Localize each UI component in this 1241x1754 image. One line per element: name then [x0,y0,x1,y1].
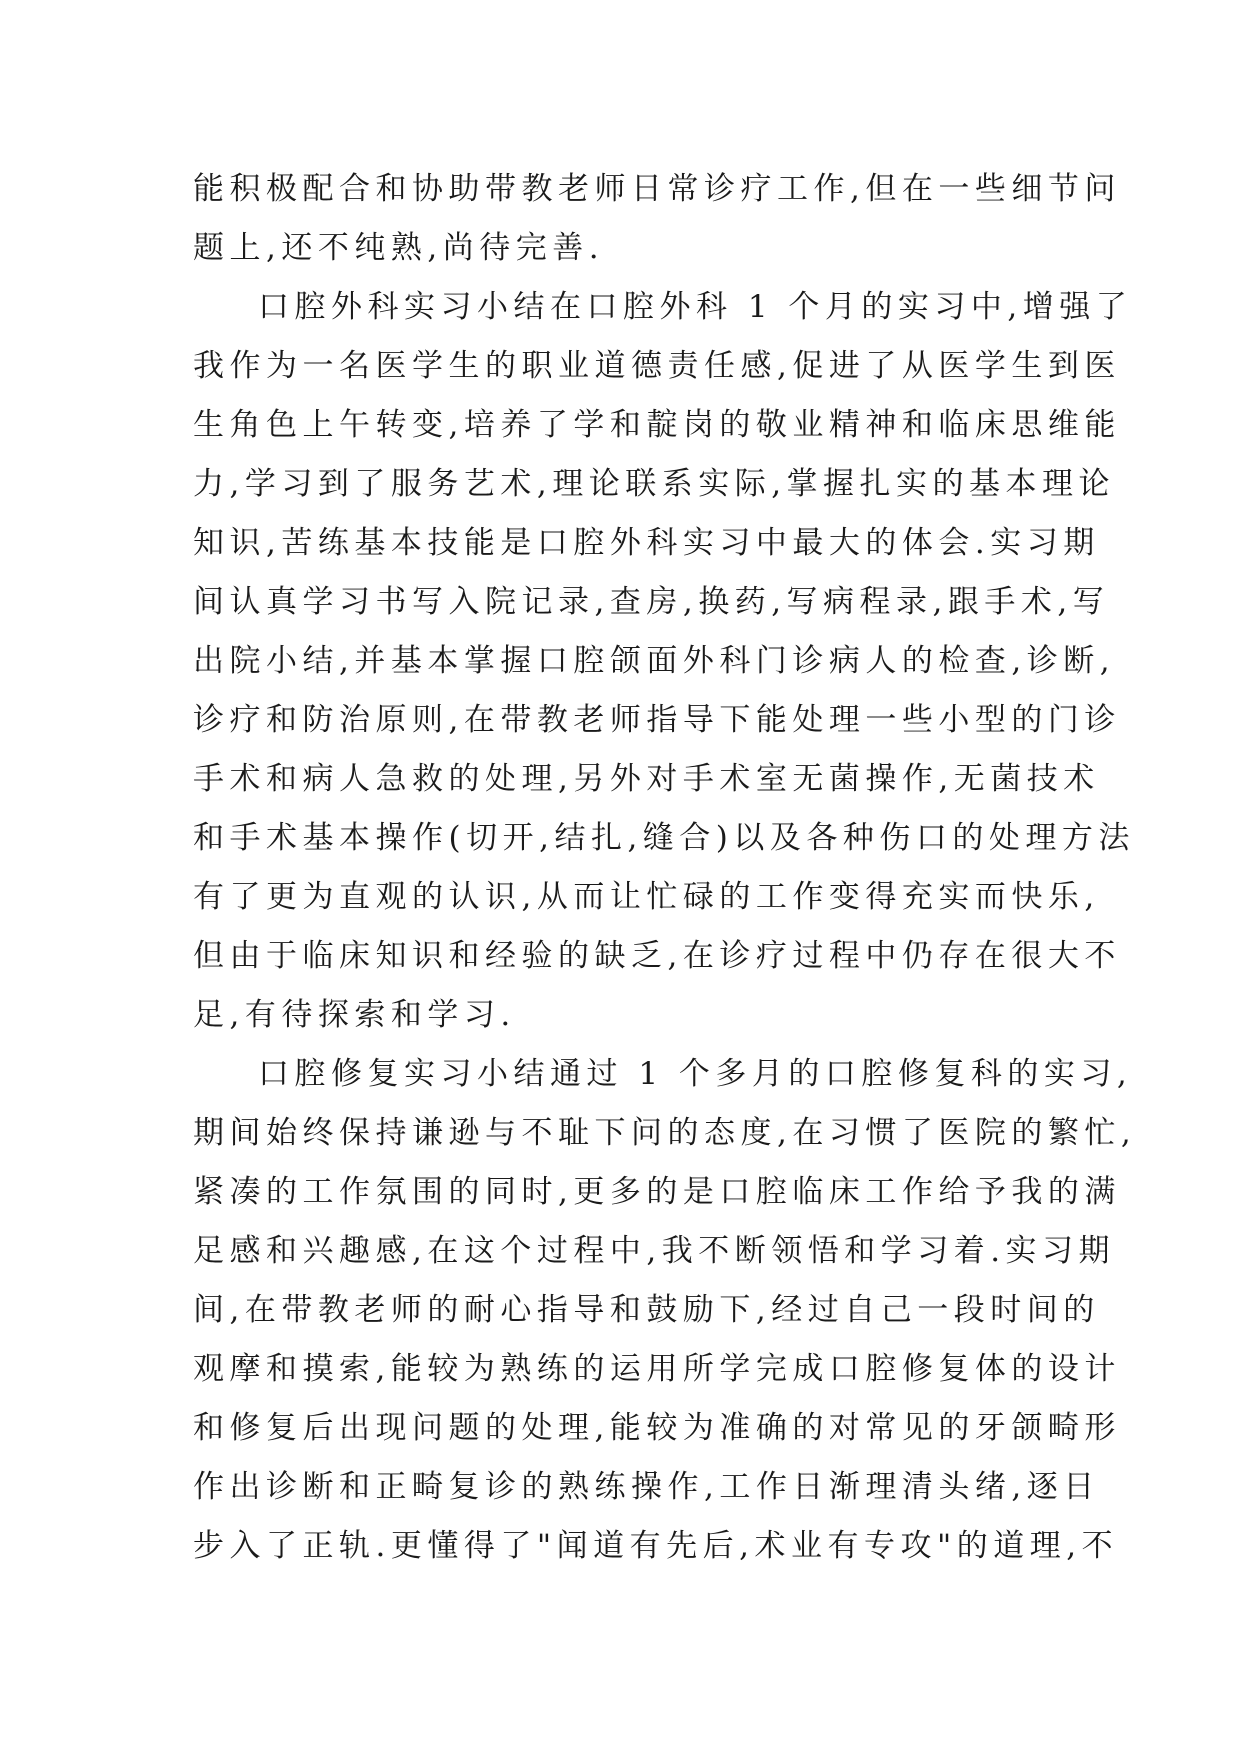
paragraph-line: 观摩和摸索,能较为熟练的运用所学完成口腔修复体的设计 [193,1351,1121,1387]
paragraph-line: 间,在带教老师的耐心指导和鼓励下,经过自己一段时间的 [193,1292,1100,1328]
paragraph-line: 出院小结,并基本掌握口腔颌面外科门诊病人的检查,诊断, [193,643,1116,679]
paragraph-line: 间认真学习书写入院记录,查房,换药,写病程录,跟手术,写 [193,584,1110,620]
paragraph-line: 我作为一名医学生的职业道德责任感,促进了从医学生到医 [193,348,1121,384]
paragraph-line: 知识,苦练基本技能是口腔外科实习中最大的体会.实习期 [193,525,1100,561]
paragraph-line: 口腔外科实习小结在口腔外科 1 个月的实习中,增强了 [258,289,1133,325]
paragraph-line: 诊疗和防治原则,在带教老师指导下能处理一些小型的门诊 [193,702,1121,738]
paragraph-line: 步入了正轨.更懂得了"闻道有先后,术业有专攻"的道理,不 [193,1528,1119,1564]
paragraph-line: 和手术基本操作(切开,结扎,缝合)以及各种伤口的处理方法 [193,820,1135,856]
paragraph-line: 有了更为直观的认识,从而让忙碌的工作变得充实而快乐, [193,879,1100,915]
paragraph-line: 生角色上午转变,培养了学和靛岗的敬业精神和临床思维能 [193,407,1121,443]
paragraph-line: 但由于临床知识和经验的缺乏,在诊疗过程中仍存在很大不 [193,938,1121,974]
paragraph-line: 和修复后出现问题的处理,能较为准确的对常见的牙颌畸形 [193,1410,1121,1446]
paragraph-line: 手术和病人急救的处理,另外对手术室无菌操作,无菌技术 [193,761,1100,797]
paragraph-line: 足,有待探索和学习. [193,997,516,1033]
paragraph-line: 紧凑的工作氛围的同时,更多的是口腔临床工作给予我的满 [193,1174,1121,1210]
paragraph-line: 足感和兴趣感,在这个过程中,我不断领悟和学习着.实习期 [193,1233,1116,1269]
paragraph-line: 期间始终保持谦逊与不耻下问的态度,在习惯了医院的繁忙, [193,1115,1137,1151]
paragraph-line: 能积极配合和协助带教老师日常诊疗工作,但在一些细节问 [193,171,1121,207]
paragraph-line: 口腔修复实习小结通过 1 个多月的口腔修复科的实习, [258,1056,1133,1092]
paragraph-line: 作出诊断和正畸复诊的熟练操作,工作日渐理清头绪,逐日 [193,1469,1100,1505]
paragraph-line: 力,学习到了服务艺术,理论联系实际,掌握扎实的基本理论 [193,466,1116,502]
body-text [193,160,1137,1576]
paragraph-line: 题上,还不纯熟,尚待完善. [193,230,605,266]
